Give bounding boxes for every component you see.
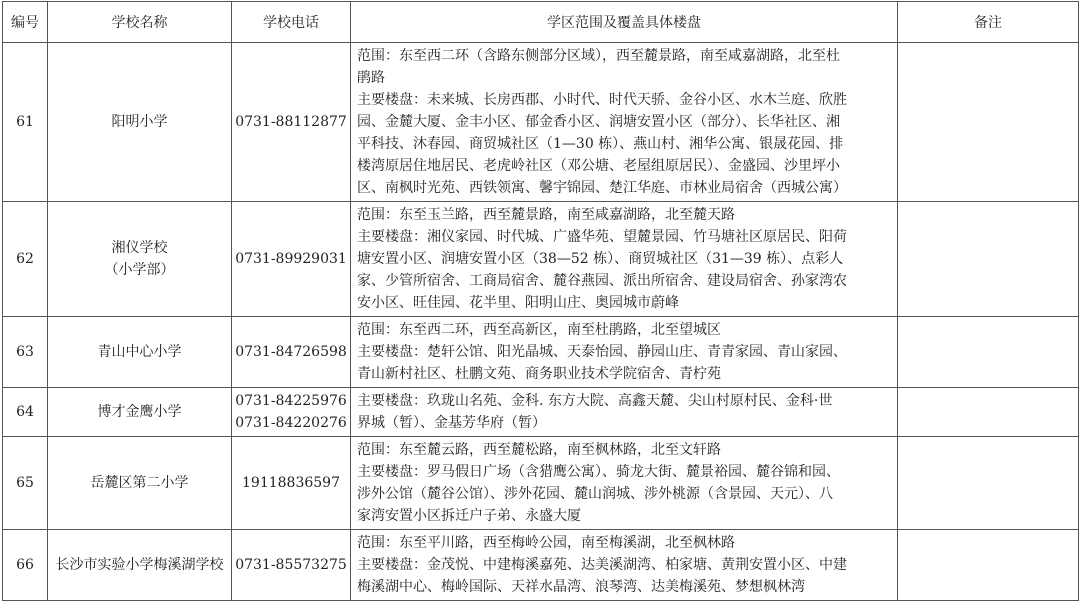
note-cell — [898, 202, 1079, 317]
district-area-line: 楼湾原居住地居民、老虎岭社区（邓公塘、老屋组原居民）、金盛园、沙里坪小 — [357, 158, 840, 174]
school-phone-cell — [232, 388, 351, 437]
row-number-cell: 61 — [3, 43, 48, 202]
row-number-cell: 66 — [3, 530, 48, 601]
row-number-cell: 64 — [3, 388, 48, 437]
district-area-line: 青山新村社区、杜鹏文苑、商务职业技术学院宿舍、青柠苑 — [357, 366, 721, 382]
district-area-line: 范围：东至西二环（含路东侧部分区域），西至麓景路，南至咸嘉湖路，北至杜 — [357, 48, 840, 64]
district-area-line: 园、金麓大厦、金丰小区、郁金香小区、润塘安置小区（部分）、长华社区、湘 — [357, 114, 840, 130]
school-phone-cell — [232, 530, 351, 601]
header-note: 备注 — [898, 2, 1079, 43]
school-name-cell — [48, 43, 232, 202]
note-cell — [898, 437, 1079, 530]
school-name-line: 博才金鹰小学 — [97, 404, 182, 420]
district-area-line: 主要楼盘：玖珑山名苑、金科. 东方大院、高鑫天麓、尖山村原村民、金科·世 — [357, 393, 833, 409]
school-phone-cell — [232, 437, 351, 530]
school-phone-line: 0731-84225976 — [235, 393, 347, 409]
school-phone-line: 0731-84726598 — [235, 344, 347, 360]
school-name-line: 阳明小学 — [111, 114, 168, 130]
school-phone-line: 0731-88112877 — [235, 114, 347, 130]
district-area-line: 范围：东至西二环，西至高新区，南至杜鹃路，北至望城区 — [357, 322, 721, 338]
district-area-line: 主要楼盘：罗马假日广场（含猎鹰公寓）、骑龙大街、麓景裕园、麓谷锦和园、 — [357, 464, 840, 480]
note-cell — [898, 317, 1079, 388]
district-area-cell — [351, 202, 898, 317]
district-area-line: 涉外公馆（麓谷公馆）、涉外花园、麓山润城、涉外桃源（含景园、天元）、八 — [357, 486, 833, 502]
district-area-line: 家、少管所宿舍、工商局宿舍、麓谷燕园、派出所宿舍、建设局宿舍、孙家湾农 — [357, 273, 847, 289]
district-area-cell — [351, 317, 898, 388]
school-name-line: 长沙市实验小学梅溪湖学校 — [55, 557, 224, 573]
school-name-cell — [48, 530, 232, 601]
row-number-cell: 65 — [3, 437, 48, 530]
district-area-cell — [351, 43, 898, 202]
district-area-line: 范围：东至麓云路，西至麓松路，南至枫林路，北至文轩路 — [357, 442, 721, 458]
district-area-line: 家湾安置小区拆迁户子弟、永盛大厦 — [357, 508, 581, 524]
district-area-line: 平科技、沐春园、商贸城社区（1—30 栋）、燕山村、湘华公寓、银晟花园、排 — [357, 136, 844, 152]
table-row — [3, 317, 1079, 388]
header-school-phone: 学校电话 — [232, 2, 351, 43]
school-name-cell — [48, 437, 232, 530]
school-name-cell — [48, 388, 232, 437]
school-phone-cell — [232, 202, 351, 317]
school-name-cell — [48, 317, 232, 388]
district-area-line: 区、南枫时光苑、西铁领寓、馨宇锦园、楚江华庭、市林业局宿舍（西城公寓） — [357, 180, 847, 196]
district-area-line: 界城（暂）、金基芳华府（暂） — [357, 415, 546, 431]
school-phone-cell — [232, 317, 351, 388]
table-row — [3, 437, 1079, 530]
table-body — [3, 43, 1079, 601]
header-district-area: 学区范围及覆盖具体楼盘 — [351, 2, 898, 43]
district-area-cell — [351, 530, 898, 601]
note-cell — [898, 530, 1079, 601]
district-area-line: 塘安置小区、润塘安置小区（38—52 栋）、商贸城社区（31—39 栋）、点彩人 — [357, 251, 844, 267]
district-area-line: 主要楼盘：未来城、长房西郡、小时代、时代天骄、金谷小区、水木兰庭、欣胜 — [357, 92, 847, 108]
school-name-line: 湘仪学校 — [111, 240, 168, 256]
district-area-line: 安小区、旺佳园、花半里、阳明山庄、奥园城市蔚峰 — [357, 295, 679, 311]
school-phone-line: 0731-84220276 — [235, 415, 347, 431]
school-district-table — [2, 1, 1079, 601]
district-area-line: 鹃路 — [357, 70, 385, 86]
school-phone-cell — [232, 43, 351, 202]
district-area-line: 主要楼盘：金茂悦、中建梅溪嘉苑、达美溪湖湾、柏家塘、黄荆安置小区、中建 — [357, 557, 847, 573]
header-row — [3, 2, 1079, 43]
note-cell — [898, 43, 1079, 202]
note-cell — [898, 388, 1079, 437]
table-row — [3, 43, 1079, 202]
district-area-line: 范围：东至平川路，西至梅岭公园，南至梅溪湖，北至枫林路 — [357, 535, 735, 551]
district-area-cell — [351, 437, 898, 530]
school-name-line: 青山中心小学 — [97, 344, 182, 360]
district-area-line: 范围：东至玉兰路，西至麓景路，南至咸嘉湖路，北至麓天路 — [357, 207, 735, 223]
header-school-name: 学校名称 — [48, 2, 232, 43]
row-number-cell: 62 — [3, 202, 48, 317]
school-name-line: （小学部） — [104, 262, 175, 278]
row-number-cell: 63 — [3, 317, 48, 388]
table-row — [3, 202, 1079, 317]
table-row — [3, 388, 1079, 437]
school-phone-line: 0731-85573275 — [235, 557, 347, 573]
school-phone-line: 19118836597 — [242, 475, 340, 491]
school-name-line: 岳麓区第二小学 — [90, 475, 189, 491]
school-name-cell — [48, 202, 232, 317]
district-area-cell — [351, 388, 898, 437]
header-num: 编号 — [3, 2, 48, 43]
table-row — [3, 530, 1079, 601]
district-area-line: 梅溪湖中心、梅岭国际、天祥水晶湾、浪琴湾、达美梅溪苑、梦想枫林湾 — [357, 579, 805, 595]
district-area-line: 主要楼盘：湘仪家园、时代城、广盛华苑、望麓景园、竹马塘社区原居民、阳荷 — [357, 229, 847, 245]
school-phone-line: 0731-89929031 — [235, 251, 347, 267]
district-area-line: 主要楼盘：楚轩公馆、阳光晶城、天泰怡园、静园山庄、青青家园、青山家园、 — [357, 344, 847, 360]
